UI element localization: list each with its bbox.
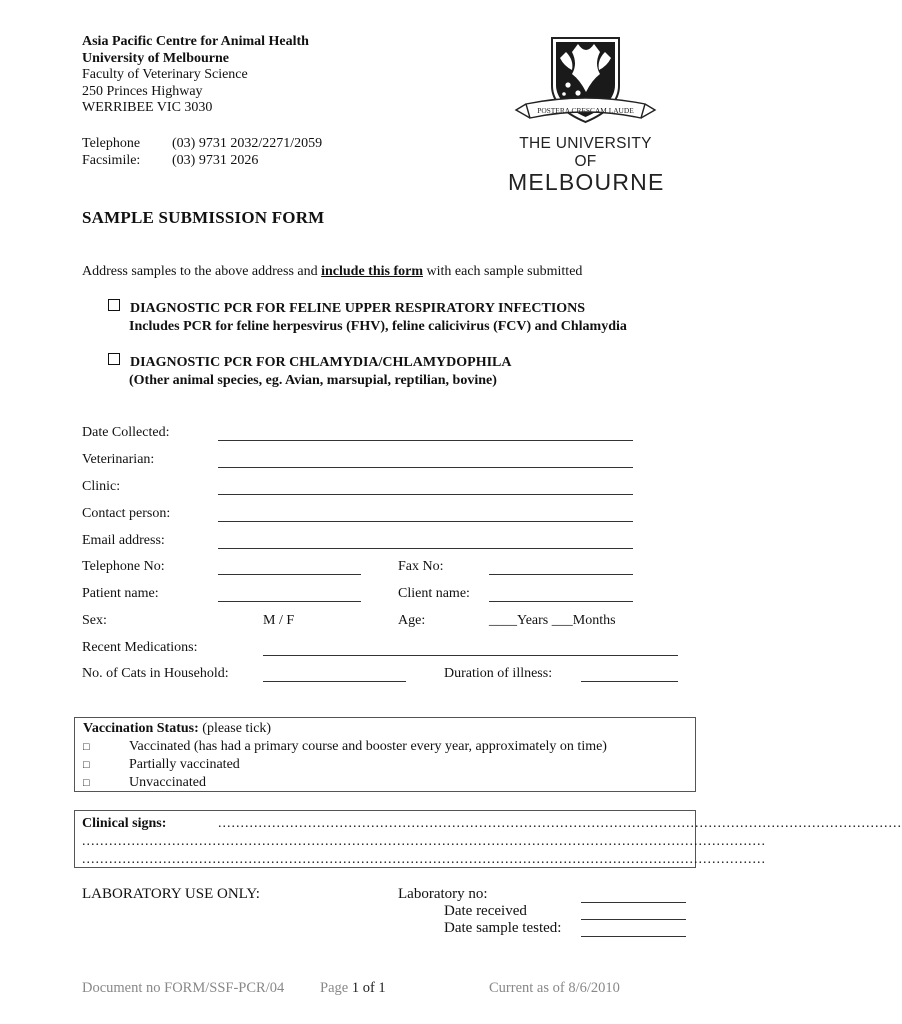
sender-address [82, 34, 309, 117]
street-address: 250 Princes Highway [82, 83, 203, 99]
client-name-field[interactable] [489, 601, 633, 602]
option-feline-urti-title: DIAGNOSTIC PCR FOR FELINE UPPER RESPIRATORY INFECTIONS [130, 301, 586, 316]
instruction-emphasis: include this form [321, 264, 423, 279]
clinical-signs-line-1[interactable]: ........................................................................................................................................................ [218, 816, 902, 831]
option-chlamydia-subtitle: (Other animal species, eg. Avian, marsupial, reptilian, bovine) [129, 373, 497, 388]
email-label: Email address: [82, 533, 165, 548]
laboratory-no-label: Laboratory no: [398, 886, 488, 902]
vaccination-option-label: Unvaccinated [129, 775, 206, 790]
option-feline-urti-checkbox[interactable] [108, 299, 120, 311]
date-received-label: Date received [444, 903, 527, 919]
sex-options[interactable]: M / F [263, 613, 295, 628]
fax-no-label: Fax No: [398, 559, 444, 574]
date-tested-field[interactable] [581, 936, 686, 937]
document-number: Document no FORM/SSF-PCR/04 [82, 980, 285, 996]
patient-name-field[interactable] [218, 601, 361, 602]
veterinarian-label: Veterinarian: [82, 452, 155, 467]
cats-household-field[interactable] [263, 681, 406, 682]
vaccination-option-vaccinated[interactable] [83, 738, 687, 756]
instruction-before: Address samples to the above address and [82, 264, 322, 279]
facsimile-label: Facsimile: [82, 152, 141, 168]
date-received-field[interactable] [581, 919, 686, 920]
patient-name-label: Patient name: [82, 586, 159, 601]
page-of: of [359, 980, 379, 996]
option-chlamydia-title: DIAGNOSTIC PCR FOR CHLAMYDIA/CHLAMYDOPHILA [130, 355, 512, 370]
facsimile-value: (03) 9731 2026 [172, 152, 259, 168]
university-crest-icon [508, 30, 663, 128]
vaccination-option-label: Partially vaccinated [129, 757, 240, 772]
laboratory-no-field[interactable] [581, 902, 686, 903]
university-logo [508, 30, 663, 193]
contact-person-label: Contact person: [82, 506, 171, 521]
page-current: 1 [351, 980, 360, 996]
clinical-signs-box [74, 810, 902, 868]
form-title: SAMPLE SUBMISSION FORM [82, 208, 325, 227]
page-indicator [320, 980, 386, 997]
age-field[interactable]: ____Years ___Months [489, 613, 616, 628]
vaccination-option-unvaccinated[interactable] [83, 774, 687, 792]
email-field[interactable] [218, 548, 633, 549]
telephone-value: (03) 9731 2032/2271/2059 [172, 136, 323, 151]
telephone-label: Telephone [82, 136, 141, 151]
logo-text-line2: MELBOURNE [508, 169, 665, 195]
checkbox-icon[interactable]: □ [83, 759, 90, 771]
option-chlamydia [108, 353, 512, 390]
date-collected-field[interactable] [218, 440, 633, 441]
recent-medications-label: Recent Medications: [82, 640, 198, 655]
vaccination-heading-note: (please tick) [198, 721, 272, 736]
clinic-field[interactable] [218, 494, 633, 495]
cats-household-label: No. of Cats in Household: [82, 666, 229, 681]
faculty-name: Faculty of Veterinary Science [82, 67, 248, 82]
option-feline-urti [108, 299, 627, 336]
laboratory-heading: LABORATORY USE ONLY: [82, 886, 260, 902]
fax-no-field[interactable] [489, 574, 633, 575]
vaccination-heading: Vaccination Status: [83, 721, 199, 736]
contact-person-field[interactable] [218, 521, 633, 522]
university-name: University of Melbourne [82, 50, 229, 66]
logo-text-line1: THE UNIVERSITY OF [519, 135, 652, 170]
duration-illness-label: Duration of illness: [444, 666, 553, 681]
option-chlamydia-checkbox[interactable] [108, 353, 120, 365]
page-total: 1 [378, 980, 386, 996]
veterinarian-field[interactable] [218, 467, 633, 468]
logo-motto: POSTERA CRESCAM LAUDE [537, 106, 634, 115]
clinic-label: Clinic: [82, 479, 121, 494]
age-label: Age: [398, 613, 426, 628]
client-name-label: Client name: [398, 586, 470, 601]
checkbox-icon[interactable]: □ [83, 741, 90, 753]
telephone-no-label: Telephone No: [82, 559, 165, 574]
recent-medications-field[interactable] [263, 655, 678, 656]
vaccination-option-label: Vaccinated (has had a primary course and booster every year, approximately on time) [129, 739, 607, 754]
checkbox-icon[interactable]: □ [83, 777, 90, 789]
city-postcode: WERRIBEE VIC 3030 [82, 100, 213, 115]
vaccination-status-box [74, 717, 696, 792]
clinical-signs-line-2[interactable]: ........................................................................................................................................................ [82, 834, 766, 849]
clinical-signs-heading: Clinical signs: [82, 816, 167, 831]
page-word: Page [320, 980, 352, 996]
duration-illness-field[interactable] [581, 681, 678, 682]
contact-numbers [82, 136, 322, 169]
instruction-text [82, 264, 582, 280]
telephone-no-field[interactable] [218, 574, 361, 575]
instruction-after: with each sample submitted [423, 264, 583, 279]
org-name: Asia Pacific Centre for Animal Health [82, 34, 309, 49]
current-as-of: Current as of 8/6/2010 [489, 980, 620, 996]
sex-label: Sex: [82, 613, 107, 628]
clinical-signs-line-3[interactable]: ........................................................................................................................................................ [82, 852, 766, 867]
date-collected-label: Date Collected: [82, 425, 170, 440]
option-feline-urti-subtitle: Includes PCR for feline herpesvirus (FHV), feline calicivirus (FCV) and Chlamydia [129, 319, 627, 334]
vaccination-option-partial[interactable] [83, 756, 687, 774]
date-tested-label: Date sample tested: [444, 920, 562, 936]
